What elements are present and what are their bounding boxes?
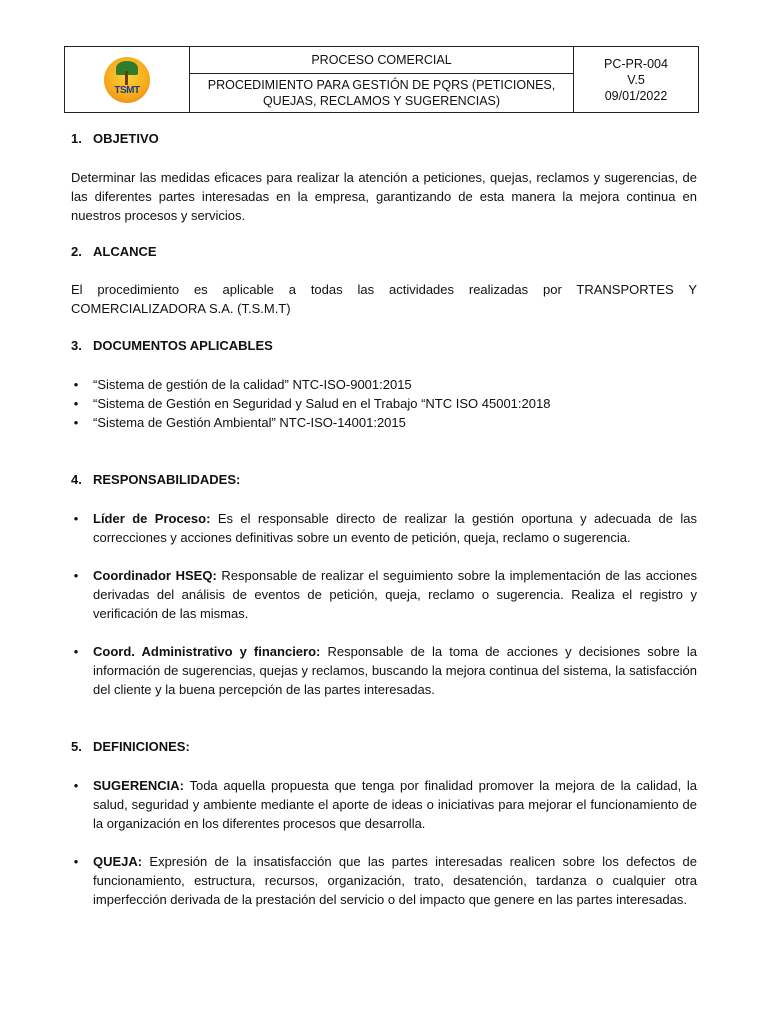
process-name: PROCESO COMERCIAL	[190, 47, 574, 74]
list-item: • “Sistema de gestión de la calidad” NTC-ISO-9001:2015	[71, 375, 697, 394]
bullet-icon: •	[73, 644, 79, 659]
list-item: • Líder de Proceso: Es el responsable directo de realizar la gestión oportuna y adecuada de las correcciones y acciones definitivas sobre un evento de petición, queja, reclamo o sugerencia.	[71, 509, 697, 547]
bullet-icon: •	[73, 568, 79, 583]
document-date: 09/01/2022	[604, 88, 668, 103]
section-heading-responsabilidades: 4. RESPONSABILIDADES:	[71, 472, 241, 487]
document-version: V.5	[627, 72, 645, 87]
bullet-icon: •	[73, 396, 79, 411]
alcance-text: El procedimiento es aplicable a todas las actividades realizadas por TRANSPORTES Y COMERCIALIZADORA S.A. (T.S.M.T)	[71, 282, 697, 316]
document-code: PC-PR-004	[604, 56, 668, 71]
bullet-icon: •	[73, 377, 79, 392]
document-header	[64, 46, 699, 113]
list-item: • SUGERENCIA: Toda aquella propuesta que tenga por finalidad promover la mejora de la calidad, la salud, seguridad y ambiente mediante el aporte de ideas o iniciativas para mejorar el funcionamiento de la organización en los diferentes procesos que desarrolla.	[71, 776, 697, 833]
bullet-icon: •	[73, 778, 79, 793]
document-code-cell	[574, 47, 699, 113]
list-item: • Coordinador HSEQ: Responsable de realizar el seguimiento sobre la implementación de las acciones derivadas del análisis de eventos de petición, queja, reclamo o sugerencia. Realiza el registro y verificación de las mismas.	[71, 566, 697, 623]
list-item: • QUEJA: Expresión de la insatisfacción que las partes interesadas realicen sobre los defectos de funcionamiento, estructura, recursos, organización, trato, desatención, tardanza o cualquier otra imperfección derivada de la prestación del servicio o del impacto que genere en las partes interesadas.	[71, 852, 697, 909]
list-item: • “Sistema de Gestión Ambiental” NTC-ISO-14001:2015	[71, 413, 697, 432]
objetivo-text: Determinar las medidas eficaces para realizar la atención a peticiones, quejas, reclamos y sugerencias, de las diferentes partes interesadas en la empresa, garantizando de esta manera la mejora continua en nuestros procesos y servicios.	[71, 170, 697, 223]
section-heading-documentos: 3. DOCUMENTOS APLICABLES	[71, 338, 273, 353]
list-item: • Coord. Administrativo y financiero: Responsable de la toma de acciones y decisiones sobre la información de sugerencias, quejas y reclamos, buscando la mejora continua del sistema, la satisfacción del cliente y la buena percepción de las partes interesadas.	[71, 642, 697, 699]
section-heading-alcance: 2. ALCANCE	[71, 244, 157, 259]
logo-text: TSMT	[114, 84, 140, 96]
company-logo	[104, 57, 150, 103]
procedure-name: PROCEDIMIENTO PARA GESTIÓN DE PQRS (PETICIONES, QUEJAS, RECLAMOS Y SUGERENCIAS)	[190, 74, 574, 113]
section-heading-objetivo: 1. OBJETIVO	[71, 131, 159, 146]
bullet-icon: •	[73, 854, 79, 869]
bullet-icon: •	[73, 415, 79, 430]
section-heading-definiciones: 5. DEFINICIONES:	[71, 739, 190, 754]
bullet-icon: •	[73, 511, 79, 526]
logo-cell	[65, 47, 190, 113]
list-item: • “Sistema de Gestión en Seguridad y Salud en el Trabajo “NTC ISO 45001:2018	[71, 394, 697, 413]
